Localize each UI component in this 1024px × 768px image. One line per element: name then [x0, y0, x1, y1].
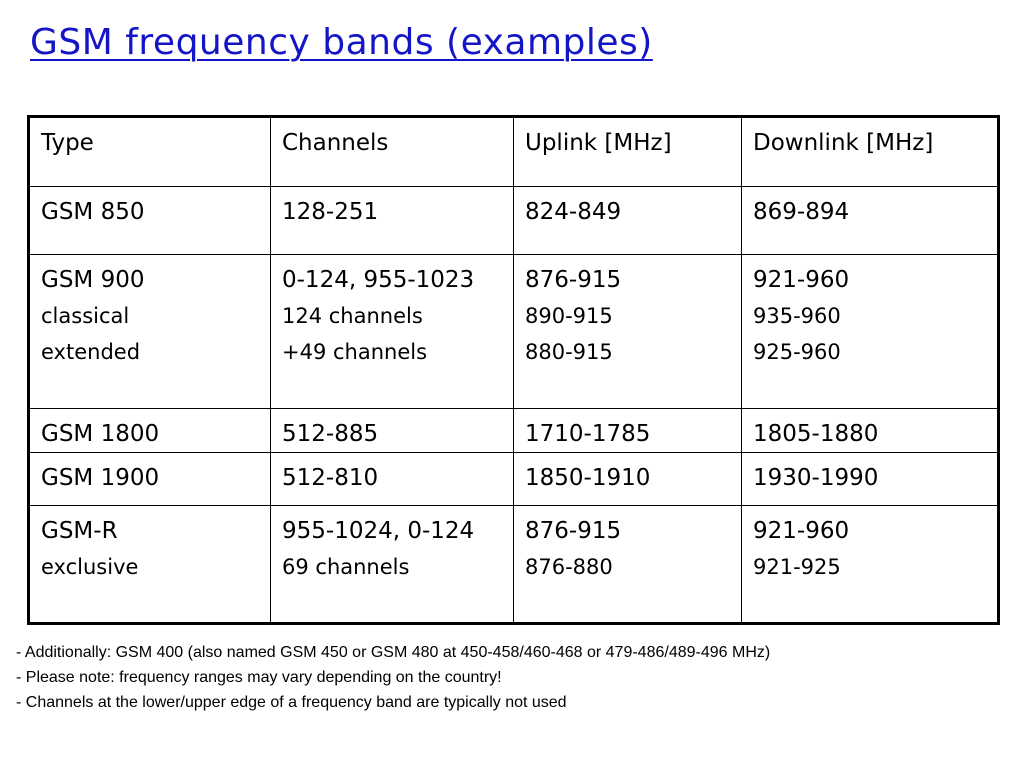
downlink-cell: 1930-1990 [742, 453, 999, 506]
table-row [29, 187, 999, 255]
downlink-cell: 1805-1880 [742, 409, 999, 453]
uplink-cell: 876-915 890-915 880-915 [514, 255, 742, 409]
frequency-bands-table [27, 115, 1000, 625]
uplink-cell: 1850-1910 [514, 453, 742, 506]
uplink-cell: 824-849 [514, 187, 742, 255]
page-title: GSM frequency bands (examples) [30, 22, 653, 63]
footnotes [16, 640, 770, 715]
channels-cell: 128-251 [271, 187, 514, 255]
footnote: - Channels at the lower/upper edge of a frequency band are typically not used [16, 694, 567, 711]
header-cell: Uplink [MHz] [514, 117, 742, 187]
uplink-cell: 876-915 876-880 [514, 506, 742, 624]
table-row [29, 453, 999, 506]
downlink-cell: 921-960 921-925 [742, 506, 999, 624]
header-cell: Downlink [MHz] [742, 117, 999, 187]
downlink-cell: 921-960 935-960 925-960 [742, 255, 999, 409]
type-cell: GSM 1800 [29, 409, 271, 453]
header-cell: Type [29, 117, 271, 187]
channels-cell: 512-885 [271, 409, 514, 453]
table-header-row [29, 117, 999, 187]
channels-cell: 512-810 [271, 453, 514, 506]
type-cell: GSM 900 classical extended [29, 255, 271, 409]
channels-cell: 955-1024, 0-124 69 channels [271, 506, 514, 624]
downlink-cell: 869-894 [742, 187, 999, 255]
uplink-cell: 1710-1785 [514, 409, 742, 453]
footnote: - Additionally: GSM 400 (also named GSM 450 or GSM 480 at 450-458/460-468 or 479-486/489-496 MHz) [16, 644, 771, 661]
channels-cell: 0-124, 955-1023 124 channels +49 channels [271, 255, 514, 409]
table-row [29, 255, 999, 409]
type-cell: GSM-R exclusive [29, 506, 271, 624]
type-cell: GSM 1900 [29, 453, 271, 506]
type-cell: GSM 850 [29, 187, 271, 255]
table-row [29, 506, 999, 624]
table-row [29, 409, 999, 453]
header-cell: Channels [271, 117, 514, 187]
footnote: - Please note: frequency ranges may vary depending on the country! [16, 669, 502, 686]
